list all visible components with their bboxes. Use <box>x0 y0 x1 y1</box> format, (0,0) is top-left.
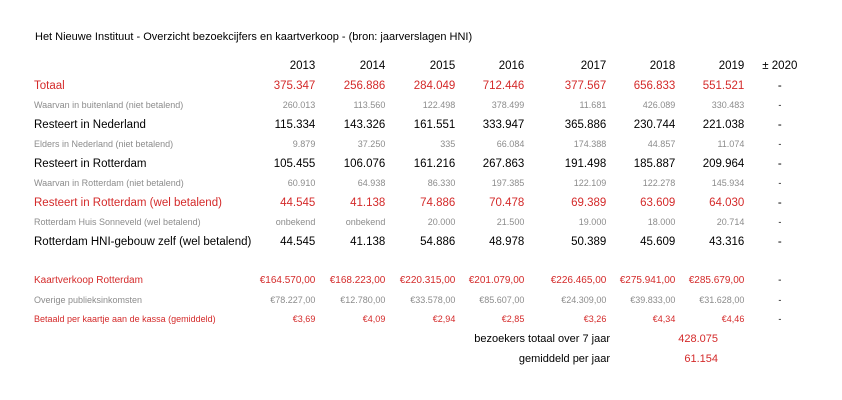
cell: 197.385 <box>491 178 525 189</box>
cell: 174.388 <box>573 139 607 150</box>
cell-2020: - <box>777 157 782 170</box>
cell: 377.567 <box>564 79 607 92</box>
cell: 143.326 <box>343 118 386 131</box>
row-label: Resteert in Rotterdam <box>34 157 147 170</box>
cell-2020: - <box>777 196 782 209</box>
row-label: Betaald per kaartje aan de kassa (gemiddeld) <box>34 314 216 325</box>
table-row <box>33 135 814 155</box>
summary-total-value: 428.075 <box>678 333 718 345</box>
visitor-table <box>33 56 814 329</box>
cell: 18.000 <box>647 217 676 228</box>
cell: 105.455 <box>273 157 316 170</box>
table-row <box>33 232 814 252</box>
cell: 113.560 <box>353 100 386 111</box>
header-year-2020: ± 2020 <box>762 60 798 72</box>
header-year: 2013 <box>289 60 316 72</box>
cell-2020: - <box>778 217 782 228</box>
cell: €3,69 <box>292 314 316 325</box>
table-row <box>33 154 814 174</box>
cell-2020: - <box>777 235 782 248</box>
row-label: Resteert in Nederland <box>34 118 146 131</box>
cell: 267.863 <box>482 157 525 170</box>
cell: 41.138 <box>350 235 386 248</box>
cell: 115.334 <box>274 118 316 131</box>
cell: 656.833 <box>633 79 676 92</box>
spacer-row <box>33 252 814 271</box>
cell: 66.084 <box>496 139 525 150</box>
cell: 106.076 <box>343 157 386 170</box>
cell: 64.938 <box>357 178 386 189</box>
cell: €201.079,00 <box>468 274 525 286</box>
cell: €3,26 <box>583 314 607 325</box>
cell: 41.138 <box>350 196 386 209</box>
cell-2020: - <box>778 294 782 305</box>
cell-2020: - <box>778 274 782 286</box>
table-row <box>33 213 814 233</box>
header-year: 2017 <box>580 60 607 72</box>
header-year: 2019 <box>718 60 745 72</box>
cell: 330.483 <box>711 100 745 111</box>
cell: €39.833,00 <box>630 294 676 305</box>
cell: 122.109 <box>573 178 607 189</box>
cell: 64.030 <box>709 196 745 209</box>
cell: 11.681 <box>579 100 607 111</box>
row-label: Waarvan in Rotterdam (niet betalend) <box>34 178 184 189</box>
cell: onbekend <box>345 217 386 228</box>
table-row <box>33 174 814 194</box>
cell: €2,85 <box>501 314 525 325</box>
cell: €2,94 <box>432 314 456 325</box>
cell: €4,46 <box>721 314 745 325</box>
cell: 48.978 <box>489 235 525 248</box>
summary-avg-value: 61.154 <box>684 353 718 365</box>
header-year: 2014 <box>359 60 386 72</box>
cell: 86.330 <box>427 178 456 189</box>
table-row <box>33 290 814 310</box>
header-year: 2015 <box>429 60 456 72</box>
header-year: 2016 <box>498 60 525 72</box>
cell: €24.309,00 <box>561 294 607 305</box>
cell-2020: - <box>778 314 782 325</box>
cell-2020: - <box>778 178 782 189</box>
cell: 260.013 <box>282 100 316 111</box>
cell: 378.499 <box>491 100 525 111</box>
cell: €85.607,00 <box>479 294 525 305</box>
cell: 333.947 <box>482 118 525 131</box>
cell: 19.000 <box>578 217 607 228</box>
row-label: Kaartverkoop Rotterdam <box>34 274 143 286</box>
cell: €285.679,00 <box>688 274 745 286</box>
cell: €4,34 <box>652 314 676 325</box>
row-label: Resteert in Rotterdam (wel betalend) <box>34 196 222 209</box>
cell: 145.934 <box>711 178 745 189</box>
cell: €78.227,00 <box>270 294 316 305</box>
cell: onbekend <box>275 217 316 228</box>
cell: 375.347 <box>273 79 316 92</box>
cell-2020: - <box>777 79 782 92</box>
cell: 230.744 <box>633 118 676 131</box>
row-label: Waarvan in buitenland (niet betalend) <box>34 100 184 111</box>
cell: €33.578,00 <box>410 294 456 305</box>
cell: 44.545 <box>280 235 316 248</box>
cell: 45.609 <box>640 235 676 248</box>
summary-avg-label: gemiddeld per jaar <box>518 353 610 365</box>
cell: 74.886 <box>420 196 456 209</box>
cell: €220.315,00 <box>399 274 456 286</box>
cell: €12.780,00 <box>340 294 386 305</box>
cell: 63.609 <box>640 196 676 209</box>
cell-2020: - <box>778 100 782 111</box>
cell: 284.049 <box>413 79 456 92</box>
table-row <box>33 271 814 291</box>
cell: 335 <box>440 139 456 150</box>
page-title: Het Nieuwe Instituut - Overzicht bezoekcijfers en kaartverkoop - (bron: jaarverslagen HNI) <box>35 31 473 43</box>
cell: 712.446 <box>482 79 525 92</box>
table-row <box>33 310 814 330</box>
cell-2020: - <box>777 118 782 131</box>
table-row <box>33 193 814 213</box>
table-row <box>33 76 814 96</box>
cell: 365.886 <box>564 118 607 131</box>
summary-total-label: bezoekers totaal over 7 jaar <box>474 333 610 345</box>
cell: 551.521 <box>702 79 745 92</box>
table-row <box>33 96 814 116</box>
cell: 9.879 <box>292 139 316 150</box>
cell: 185.887 <box>633 157 676 170</box>
cell: €4,09 <box>362 314 386 325</box>
cell: 11.074 <box>717 139 745 150</box>
cell: 209.964 <box>702 157 745 170</box>
cell: 21.500 <box>496 217 525 228</box>
cell: 122.498 <box>422 100 456 111</box>
row-label: Elders in Nederland (niet betalend) <box>34 139 174 150</box>
cell: €31.628,00 <box>699 294 745 305</box>
row-label: Rotterdam Huis Sonneveld (wel betalend) <box>34 217 201 228</box>
cell-2020: - <box>778 139 782 150</box>
cell: 44.545 <box>280 196 316 209</box>
cell: 256.886 <box>343 79 386 92</box>
cell: €164.570,00 <box>259 274 316 286</box>
header-row <box>33 56 814 76</box>
cell: 60.910 <box>287 178 316 189</box>
cell: €168.223,00 <box>329 274 386 286</box>
cell: 50.389 <box>571 235 607 248</box>
cell: €275.941,00 <box>619 274 676 286</box>
cell: 44.857 <box>647 139 676 150</box>
table-row <box>33 115 814 135</box>
row-label: Totaal <box>34 79 65 92</box>
cell: 426.089 <box>642 100 676 111</box>
cell: 221.038 <box>702 118 745 131</box>
row-label: Rotterdam HNI-gebouw zelf (wel betalend) <box>34 235 252 248</box>
cell: 161.216 <box>413 157 456 170</box>
cell: 69.389 <box>571 196 607 209</box>
header-label-cell <box>33 56 252 76</box>
header-year: 2018 <box>649 60 676 72</box>
cell: 70.478 <box>489 196 525 209</box>
cell: 161.551 <box>413 118 456 131</box>
cell: 122.278 <box>642 178 676 189</box>
cell: 54.886 <box>420 235 456 248</box>
row-label: Overige publieksinkomsten <box>34 294 143 305</box>
cell: 37.250 <box>357 139 386 150</box>
cell: €226.465,00 <box>550 274 607 286</box>
cell: 20.000 <box>427 217 456 228</box>
cell: 191.498 <box>564 157 607 170</box>
cell: 20.714 <box>716 217 745 228</box>
cell: 43.316 <box>709 235 745 248</box>
